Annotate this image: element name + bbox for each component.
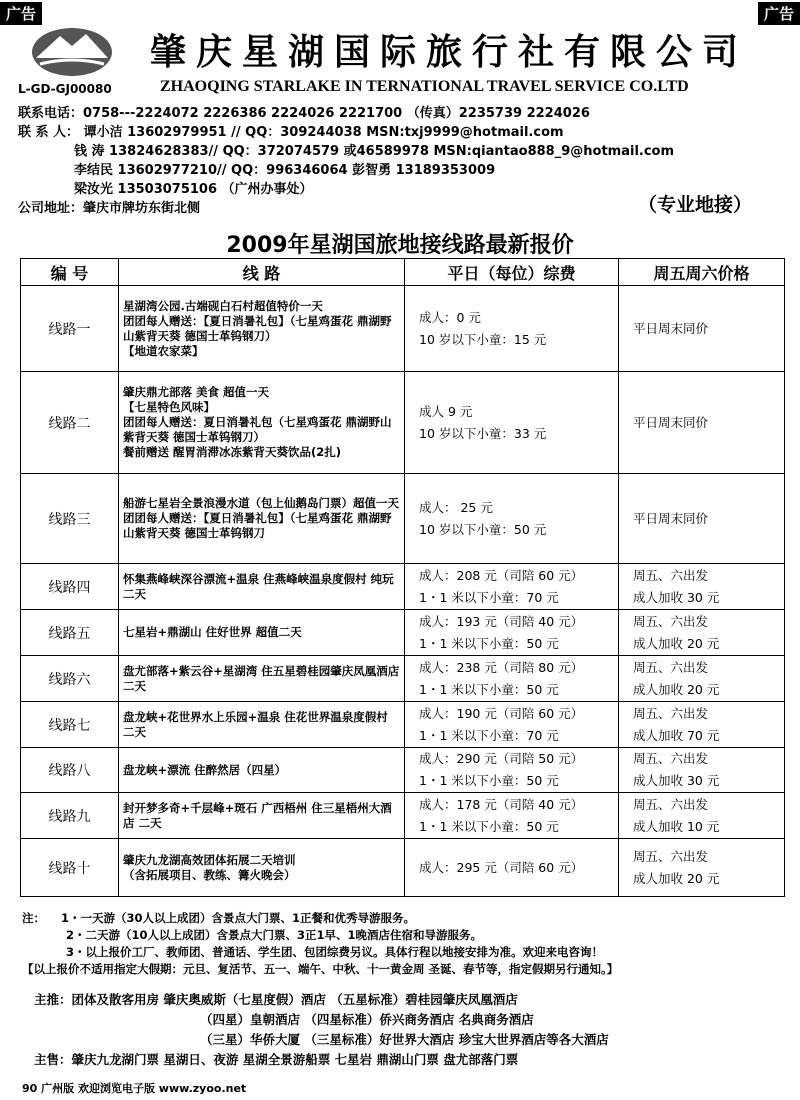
weekday-price-line: 成人： 25 元 bbox=[419, 499, 493, 515]
route-description-line: 封开梦多奇+千层峰+斑石 广西梧州 住三星梧州大酒店 二天 bbox=[123, 800, 392, 830]
route-number: 线路十 bbox=[21, 839, 119, 897]
route-number: 线路二 bbox=[21, 372, 119, 474]
route-number: 线路四 bbox=[21, 564, 119, 610]
weekday-price bbox=[405, 564, 619, 610]
route-number: 线路九 bbox=[21, 793, 119, 839]
route-description-line: 肇庆九龙湖高效团体拓展二天培训 bbox=[123, 852, 296, 867]
weekend-price-line: 成人加收 20 元 bbox=[633, 681, 720, 697]
weekday-price-line: 成人：208 元（司陪 60 元） bbox=[419, 567, 584, 583]
route-description-line: 盘龙峡+花世界水上乐园+温泉 住花世界温泉度假村 二天 bbox=[123, 709, 388, 739]
company-name-en: ZHAOQING STARLAKE IN TERNATIONAL TRAVEL SERVICE CO.LTD bbox=[160, 78, 689, 95]
header-weekday-price: 平日（每位）综费 bbox=[405, 259, 619, 286]
route-description-line: 【七星特色风味】 bbox=[123, 400, 215, 414]
table-row bbox=[21, 656, 785, 702]
weekday-price bbox=[405, 793, 619, 839]
weekday-price bbox=[405, 839, 619, 897]
weekday-price-line: 成人：0 元 bbox=[419, 309, 481, 325]
weekend-price-line: 成人加收 30 元 bbox=[633, 773, 720, 788]
weekday-price bbox=[405, 702, 619, 748]
route-description-line: 【地道农家菜】 bbox=[123, 343, 204, 358]
weekend-price-line: 周五、六出发 bbox=[633, 848, 709, 864]
route-description bbox=[119, 793, 405, 839]
weekday-price-line: 1・1 米以下小童：70 元 bbox=[419, 727, 559, 743]
weekday-price-line: 1・1 米以下小童：70 元 bbox=[419, 589, 559, 605]
weekday-price-line: 成人：190 元（司陪 60 元） bbox=[419, 705, 584, 721]
weekend-price-line: 周五、六出发 bbox=[633, 613, 709, 629]
weekday-price-line: 1・1 米以下小童：50 元 bbox=[419, 818, 559, 834]
weekend-price-line: 周五、六出发 bbox=[633, 705, 709, 721]
phone-line: 联系电话：0758---2224072 2226386 2224026 2221700 （传真）2235739 2224026 bbox=[18, 106, 590, 121]
weekend-price-line: 成人加收 20 元 bbox=[633, 635, 720, 651]
address-line: 公司地址：肇庆市牌坊东街北侧 bbox=[18, 201, 201, 216]
table-row bbox=[21, 372, 785, 474]
route-description bbox=[119, 702, 405, 748]
weekend-price bbox=[619, 656, 785, 702]
table-title: 2009年星湖国旅地接线路最新报价 bbox=[226, 233, 574, 258]
weekend-price bbox=[619, 839, 785, 897]
contact-person-4: 梁汝光 13503075106 （广州办事处） bbox=[74, 182, 313, 197]
weekday-price-line: 成人：238 元（司陪 80 元） bbox=[419, 659, 584, 675]
weekend-price bbox=[619, 474, 785, 564]
route-description bbox=[119, 286, 405, 372]
contact-person-2: 钱 涛 13824628383// QQ：372074579 或46589978 MSN:qiantao888_9@hotmail.com bbox=[74, 144, 675, 159]
table-row bbox=[21, 286, 785, 372]
route-description-line: 七星岩+鼎湖山 住好世界 超值二天 bbox=[123, 625, 302, 639]
route-description-line: （含拓展项目、教练、篝火晚会） bbox=[123, 867, 296, 882]
route-description bbox=[119, 748, 405, 793]
table-row bbox=[21, 839, 785, 897]
header-number: 编 号 bbox=[21, 259, 119, 286]
tickets-line: 主售：肇庆九龙湖门票 星湖日、夜游 星湖全景游船票 七星岩 鼎湖山门票 盘尤部落门票 bbox=[34, 1052, 519, 1067]
hotels-line-3: （三星）华侨大厦 （三星标准）好世界大酒店 珍宝大世界酒店等各大酒店 bbox=[200, 1032, 609, 1047]
weekend-price-line: 周五、六出发 bbox=[633, 796, 709, 812]
weekday-price bbox=[405, 286, 619, 372]
page-footer: 90 广州版 欢迎浏览电子版 www.zyoo.net bbox=[22, 1082, 247, 1095]
weekday-price-line: 10 岁以下小童：15 元 bbox=[419, 331, 547, 347]
route-number: 线路五 bbox=[21, 610, 119, 656]
weekend-price bbox=[619, 286, 785, 372]
slogan: （专业地接） bbox=[637, 194, 752, 216]
route-number: 线路七 bbox=[21, 702, 119, 748]
weekend-price-line: 平日周末同价 bbox=[633, 414, 709, 430]
route-description-line: 肇庆鼎尤部落 美食 超值一天 bbox=[123, 385, 270, 399]
route-number: 线路八 bbox=[21, 748, 119, 793]
hotels-block bbox=[34, 990, 790, 1070]
weekday-price-line: 10 岁以下小童：33 元 bbox=[419, 425, 547, 441]
notes bbox=[22, 910, 790, 978]
route-description-line: 星湖湾公园.古端砚白石村超值特价一天 bbox=[123, 298, 323, 313]
table-row bbox=[21, 793, 785, 839]
ad-tag-right: 广告 bbox=[758, 2, 800, 25]
weekend-price-line: 成人加收 20 元 bbox=[633, 870, 720, 886]
weekend-price bbox=[619, 610, 785, 656]
weekend-price-line: 周五、六出发 bbox=[633, 659, 709, 675]
header-route: 线 路 bbox=[119, 259, 405, 286]
note-holidays: 【以上报价不适用指定大假期：元旦、复活节、五一、端午、中秋、十一黄金周 圣诞、春节等，指定假期另行通知。】 bbox=[22, 962, 619, 976]
header-weekend-price: 周五周六价格 bbox=[619, 259, 785, 286]
weekend-price bbox=[619, 793, 785, 839]
weekday-price-line: 成人 9 元 bbox=[419, 403, 473, 419]
weekday-price-line: 成人：295 元（司陪 60 元） bbox=[419, 859, 584, 875]
weekday-price-line: 1・1 米以下小童：50 元 bbox=[419, 773, 559, 788]
contact-person-1: 联 系 人： 谭小洁 13602979951 // QQ：309244038 MSN:txj9999@hotmail.com bbox=[18, 125, 564, 140]
route-description bbox=[119, 564, 405, 610]
route-number: 线路三 bbox=[21, 474, 119, 564]
weekend-price bbox=[619, 372, 785, 474]
table-row bbox=[21, 610, 785, 656]
weekend-price-line: 成人加收 70 元 bbox=[633, 727, 720, 743]
route-description-line: 团团每人赠送：【夏日消暑礼包】（七星鸡蛋花 鼎湖野山紫背天葵 德国士革钨钢刀） bbox=[123, 313, 392, 343]
weekday-price bbox=[405, 372, 619, 474]
weekend-price bbox=[619, 748, 785, 793]
weekday-price-line: 成人：290 元（司陪 50 元） bbox=[419, 751, 584, 766]
note-3: 3・以上报价工厂、教师团、普通话、学生团、包团综费另议。具体行程以地接安排为准。欢迎来电咨询！ bbox=[66, 945, 603, 959]
weekday-price bbox=[405, 656, 619, 702]
route-description-line: 团团每人赠送：夏日消暑礼包（七星鸡蛋花 鼎湖野山紫背天葵 德国士革钨钢刀） bbox=[123, 415, 392, 444]
hotels-line-2: （四星）皇朝酒店 （四星标准）侨兴商务酒店 名典商务酒店 bbox=[200, 1012, 534, 1027]
route-description bbox=[119, 656, 405, 702]
weekday-price-line: 10 岁以下小童：50 元 bbox=[419, 521, 547, 537]
ad-tag-left: 广告 bbox=[0, 2, 42, 25]
weekend-price-line: 平日周末同价 bbox=[633, 320, 709, 336]
table-row bbox=[21, 702, 785, 748]
notes-label: 注： bbox=[22, 911, 45, 925]
note-1: 1・一天游（30人以上成团）含景点大门票、1正餐和优秀导游服务。 bbox=[61, 911, 416, 925]
route-description bbox=[119, 610, 405, 656]
route-description-line: 盘龙峡+漂流 住醉然居（四星） bbox=[123, 762, 287, 777]
company-name-cn: 肇庆星湖国际旅行社有限公司 bbox=[150, 31, 749, 73]
weekday-price-line: 成人：178 元（司陪 40 元） bbox=[419, 796, 584, 812]
route-description-line: 团团每人赠送：【夏日消暑礼包】（七星鸡蛋花 鼎湖野山紫背天葵 德国士革钨钢刀 bbox=[123, 511, 392, 540]
weekend-price-line: 成人加收 10 元 bbox=[633, 818, 720, 834]
weekend-price-line: 周五、六出发 bbox=[633, 567, 709, 583]
weekend-price bbox=[619, 564, 785, 610]
weekday-price bbox=[405, 748, 619, 793]
price-table bbox=[20, 258, 785, 897]
route-description-line: 盘尤部落+紫云谷+星湖湾 住五星碧桂园肇庆凤凰酒店二天 bbox=[123, 663, 400, 693]
table-row bbox=[21, 564, 785, 610]
header bbox=[10, 22, 790, 100]
route-description-line: 餐前赠送 醒胃消滞冰冻紫背天葵饮品(2扎) bbox=[123, 445, 342, 459]
route-number: 线路一 bbox=[21, 286, 119, 372]
weekday-price-line: 1・1 米以下小童：50 元 bbox=[419, 635, 559, 651]
weekend-price bbox=[619, 702, 785, 748]
weekday-price-line: 成人：193 元（司陪 40 元） bbox=[419, 613, 584, 629]
weekend-price-line: 平日周末同价 bbox=[633, 510, 709, 526]
weekday-price-line: 1・1 米以下小童：50 元 bbox=[419, 681, 559, 697]
mountain-logo-icon bbox=[30, 26, 114, 78]
weekend-price-line: 周五、六出发 bbox=[633, 751, 709, 766]
hotels-line-1: 主推：团体及散客用房 肇庆奥威斯（七星度假）酒店 （五星标准）碧桂园肇庆凤凰酒店 bbox=[34, 992, 518, 1007]
route-description bbox=[119, 372, 405, 474]
weekday-price bbox=[405, 610, 619, 656]
route-description bbox=[119, 839, 405, 897]
route-description-line: 船游七星岩全景浪漫水道（包上仙鹅岛门票）超值一天 bbox=[123, 496, 399, 510]
weekday-price bbox=[405, 474, 619, 564]
route-description-line: 怀集燕峰峡深谷漂流+温泉 住燕峰峡温泉度假村 纯玩二天 bbox=[123, 571, 394, 601]
note-2: 2・二天游（10人以上成团）含景点大门票、3正1早、1晚酒店住宿和导游服务。 bbox=[66, 928, 483, 942]
table-header-row bbox=[21, 259, 785, 286]
license-number: L-GD-GJ00080 bbox=[18, 82, 112, 96]
contact-person-3: 李结民 13602977210// QQ：996346064 彭智勇 13189353009 bbox=[74, 163, 496, 178]
table-row bbox=[21, 474, 785, 564]
route-number: 线路六 bbox=[21, 656, 119, 702]
weekend-price-line: 成人加收 30 元 bbox=[633, 589, 720, 605]
table-row bbox=[21, 748, 785, 793]
route-description bbox=[119, 474, 405, 564]
